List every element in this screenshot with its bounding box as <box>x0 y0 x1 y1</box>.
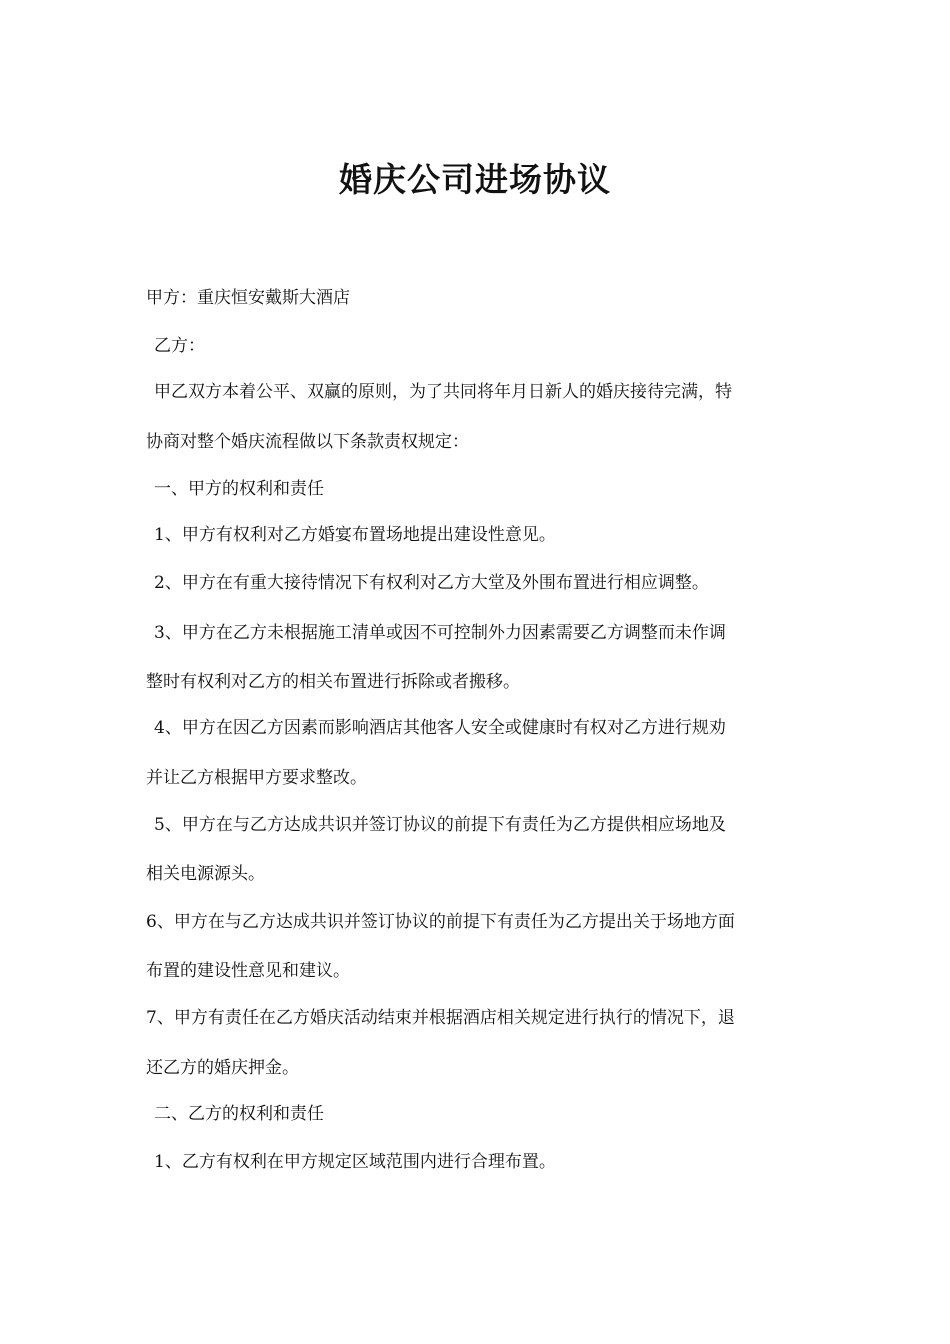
clause-a1: 1、甲方有权利对乙方婚宴布置场地提出建设性意见。 <box>154 525 556 545</box>
clause-a7-line-2: 还乙方的婚庆押金。 <box>146 1058 299 1078</box>
section-heading-a: 一、甲方的权利和责任 <box>154 479 324 499</box>
clause-a2: 2、甲方在有重大接待情况下有权利对乙方大堂及外围布置进行相应调整。 <box>154 573 709 593</box>
clause-a3-line-1: 3、甲方在乙方未根据施工清单或因不可控制外力因素需要乙方调整而未作调 <box>154 623 726 643</box>
clause-a7-line-1: 7、甲方有责任在乙方婚庆活动结束并根据酒店相关规定进行执行的情况下，退 <box>146 1008 735 1028</box>
section-heading-b: 二、乙方的权利和责任 <box>154 1104 324 1124</box>
clause-a6-line-2: 布置的建设性意见和建议。 <box>146 961 350 981</box>
clause-a4-line-1: 4、甲方在因乙方因素而影响酒店其他客人安全或健康时有权对乙方进行规劝 <box>154 718 726 738</box>
clause-a5-line-1: 5、甲方在与乙方达成共识并签订协议的前提下有责任为乙方提供相应场地及 <box>154 815 726 835</box>
clause-b1: 1、乙方有权利在甲方规定区域范围内进行合理布置。 <box>154 1152 556 1172</box>
preamble-line-2: 协商对整个婚庆流程做以下条款责权规定： <box>146 432 469 452</box>
document-title: 婚庆公司进场协议 <box>339 160 611 199</box>
clause-a3-line-2: 整时有权利对乙方的相关布置进行拆除或者搬移。 <box>146 672 520 692</box>
party-b-line: 乙方： <box>154 336 205 356</box>
clause-a5-line-2: 相关电源源头。 <box>146 864 265 884</box>
clause-a6-line-1: 6、甲方在与乙方达成共识并签订协议的前提下有责任为乙方提出关于场地方面 <box>146 912 735 932</box>
party-a-line: 甲方：重庆恒安戴斯大酒店 <box>146 288 350 308</box>
preamble-line-1: 甲乙双方本着公平、双赢的原则，为了共同将年月日新人的婚庆接待完满，特 <box>154 382 732 402</box>
clause-a4-line-2: 并让乙方根据甲方要求整改。 <box>146 768 367 788</box>
